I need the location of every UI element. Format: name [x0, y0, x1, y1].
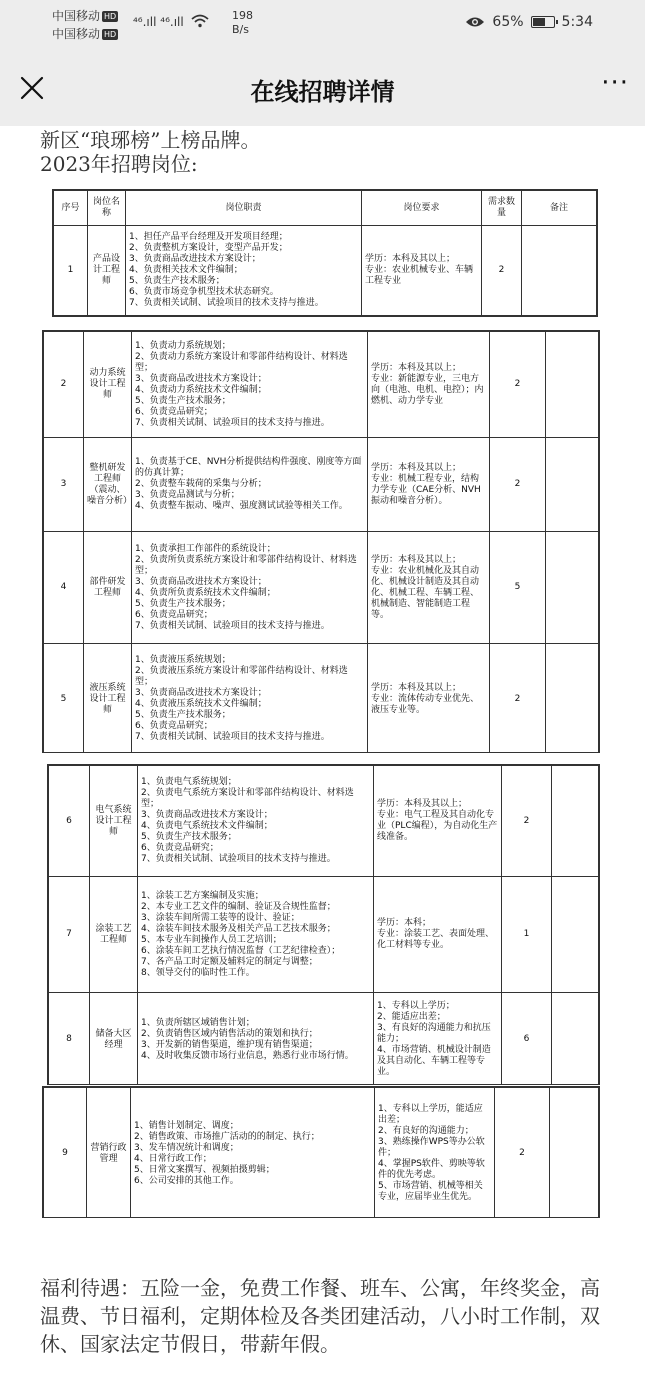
table-row [49, 993, 599, 1086]
table-row [44, 644, 599, 754]
row-count: 2 [495, 1088, 550, 1219]
row-remarks [546, 644, 599, 754]
row-duties: 1、负责承担工作部件的系统设计； 2、负责所负责系统方案设计和零部件结构设计、材料选型； 3、负责商品改进技术方案设计； 4、负责所负责系统技术文件编制； 5、负责生产技术服务； 6、负责竞品研究； 7、负责相关试制、试验项目的技术支持与推进。 [132, 532, 368, 644]
battery-percent: 65% [492, 14, 524, 30]
table-row [49, 766, 599, 877]
row-requirements: 学历：本科； 专业：涂装工艺、表面处理、化工材料等专业。 [374, 877, 502, 993]
table-header-row [54, 191, 597, 226]
table-row [44, 1088, 599, 1219]
row-count: 2 [482, 226, 522, 316]
row-position: 部件研发工程师 [84, 532, 132, 644]
row-index: 2 [44, 332, 84, 438]
net-speed: 198 B/s [232, 9, 253, 36]
row-remarks [550, 1088, 599, 1219]
table-row [44, 532, 599, 644]
row-remarks [552, 993, 599, 1086]
table-row [44, 332, 599, 438]
row-requirements: 学历：本科及其以上； 专业：新能源专业，三电方向（电池、电机、电控）；内燃机、动力学专业 [368, 332, 490, 438]
welfare-text: 福利待遇：五险一金，免费工作餐、班车、公寓，年终奖金，高温费、节日福利，定期体检及各类团建活动，八小时工作制，双休、国家法定节假日，带薪年假。 [40, 1276, 600, 1356]
row-count: 2 [490, 438, 546, 532]
row-count: 1 [502, 877, 552, 993]
row-position: 营销行政管理 [87, 1088, 131, 1219]
wifi-icon [191, 14, 209, 28]
row-duties: 1、负责基于CE、NVH分析提供结构件强度、刚度等方面的仿真计算； 2、负责整车载荷的采集与分析； 3、负责竞品测试与分析； 4、负责整车振动、噪声、强度测试试验等相关工作。 [132, 438, 368, 532]
job-table-part-4 [42, 1086, 600, 1218]
header-position: 岗位名称 [88, 191, 126, 226]
row-index: 7 [49, 877, 90, 993]
clock: 5:34 [561, 14, 593, 30]
row-requirements: 学历：本科及其以上； 专业：电气工程及其自动化专业（PLC编程），为自动化生产线准备。 [374, 766, 502, 877]
table-row [54, 226, 597, 316]
header-remarks: 备注 [522, 191, 597, 226]
status-bar [0, 0, 645, 52]
row-remarks [546, 438, 599, 532]
row-index: 3 [44, 438, 84, 532]
row-remarks [522, 226, 597, 316]
row-requirements: 学历：本科及其以上； 专业：农业机械化及其自动化、机械设计制造及其自动化、机械工程、车辆工程、机械制造、智能制造工程等。 [368, 532, 490, 644]
table-row [44, 438, 599, 532]
row-position: 电气系统设计工程师 [90, 766, 138, 877]
job-table-part-2 [42, 330, 600, 753]
row-position: 产品设计工程师 [88, 226, 126, 316]
row-index: 1 [54, 226, 88, 316]
row-requirements: 学历：本科及其以上； 专业：流体传动专业优先、液压专业等。 [368, 644, 490, 754]
row-requirements: 1、专科以上学历； 2、能适应出差； 3、有良好的沟通能力和抗压能力； 4、市场营销、机械设计制造及其自动化、车辆工程等专业。 [374, 993, 502, 1086]
row-index: 5 [44, 644, 84, 754]
table-row [49, 877, 599, 993]
signal-icon: ⁴⁶.ıll ⁴⁶.ıll [133, 14, 209, 29]
row-duties: 1、负责动力系统规划； 2、负责动力系统方案设计和零部件结构设计、材料选型； 3、负责商品改进技术方案设计； 4、负责动力系统技术文件编制； 5、负责生产技术服务； 6、负责竞品研究； 7、负责相关试制、试验项目的技术支持与推进。 [132, 332, 368, 438]
battery-icon [531, 16, 555, 28]
header-count: 需求数量 [482, 191, 522, 226]
carrier-1: 中国移动 HD [52, 9, 117, 23]
header-index: 序号 [54, 191, 88, 226]
row-position: 储备大区经理 [90, 993, 138, 1086]
article-content [0, 126, 645, 1396]
row-count: 5 [490, 532, 546, 644]
nav-bar [0, 52, 645, 126]
row-index: 6 [49, 766, 90, 877]
row-remarks [552, 877, 599, 993]
row-position: 涂装工艺工程师 [90, 877, 138, 993]
row-position: 整机研发工程师（震动、噪音分析） [84, 438, 132, 532]
row-requirements: 学历：本科及其以上； 专业：机械工程专业，结构力学专业（CAE分析、NVH振动和噪音分析）。 [368, 438, 490, 532]
row-index: 4 [44, 532, 84, 644]
row-requirements: 1、专科以上学历，能适应出差； 2、有良好的沟通能力； 3、熟练操作WPS等办公软件； 4、掌握PS软件、剪映等软件的优先考虑。 5、市场营销、机械等相关专业，应届毕业生优先。 [375, 1088, 495, 1219]
carrier-2: 中国移动 HD [52, 27, 117, 41]
row-duties: 1、负责所辖区域销售计划； 2、负责销售区域内销售活动的策划和执行； 3、开发新的销售渠道，维护现有销售渠道； 4、及时收集反馈市场行业信息，熟悉行业市场行情。 [138, 993, 374, 1086]
row-count: 2 [490, 332, 546, 438]
row-remarks [552, 766, 599, 877]
row-remarks [546, 532, 599, 644]
intro-text: 新区“琅琊榜”上榜品牌。 2023年招聘岗位: [40, 128, 261, 176]
row-count: 2 [502, 766, 552, 877]
row-count: 2 [490, 644, 546, 754]
status-right [465, 14, 593, 30]
job-table-part-1 [52, 189, 598, 317]
job-table-part-3 [47, 764, 600, 1085]
row-duties: 1、负责电气系统规划； 2、负责电气系统方案设计和零部件结构设计、材料选型； 3、负责商品改进技术方案设计； 4、负责电气系统技术文件编制； 5、负责生产技术服务； 6、负责竞品研究； 7、负责相关试制、试验项目的技术支持与推进。 [138, 766, 374, 877]
row-duties: 1、担任产品平台经理及开发项目经理； 2、负责整机方案设计，变型产品开发； 3、负责商品改进技术方案设计； 4、负责相关技术文件编制； 5、负责生产技术服务； 6、负责市场竞争机型技术状态研究。 7、负责相关试制、试验项目的技术支持与推进。 [126, 226, 362, 316]
row-position: 液压系统设计工程师 [84, 644, 132, 754]
row-requirements: 学历：本科及其以上； 专业：农业机械专业、车辆工程专业 [362, 226, 482, 316]
row-duties: 1、销售计划制定、调度； 2、销售政策、市场推广活动的的制定、执行； 3、发车情况统计和调度； 4、日常行政工作； 5、日常文案撰写、视频拍摄剪辑； 6、公司安排的其他工作。 [131, 1088, 375, 1219]
row-count: 6 [502, 993, 552, 1086]
row-index: 9 [44, 1088, 87, 1219]
page-title: 在线招聘详情 [250, 78, 395, 106]
eye-icon [465, 15, 485, 29]
row-position: 动力系统设计工程师 [84, 332, 132, 438]
row-index: 8 [49, 993, 90, 1086]
row-duties: 1、涂装工艺方案编制及实施； 2、本专业工艺文件的编制、验证及合规性监督； 3、涂装车间所需工装等的设计、验证； 4、涂装车间技术服务及相关产品工艺技术服务； 5、本专业车间操作人员工艺培训； 6、涂装车间工艺执行情况监督（工艺纪律检查）； 7、各产品工时定额及辅料定的制定与调整； 8、领导交付的临时性工作。 [138, 877, 374, 993]
header-requirements: 岗位要求 [362, 191, 482, 226]
row-remarks [546, 332, 599, 438]
header-duties: 岗位职责 [126, 191, 362, 226]
row-duties: 1、负责液压系统规划； 2、负责液压系统方案设计和零部件结构设计、材料选型； 3、负责商品改进技术方案设计； 4、负责液压系统技术文件编制； 5、负责生产技术服务； 6、负责竞品研究； 7、负责相关试制、试验项目的技术支持与推进。 [132, 644, 368, 754]
more-button[interactable]: ··· [601, 68, 629, 98]
